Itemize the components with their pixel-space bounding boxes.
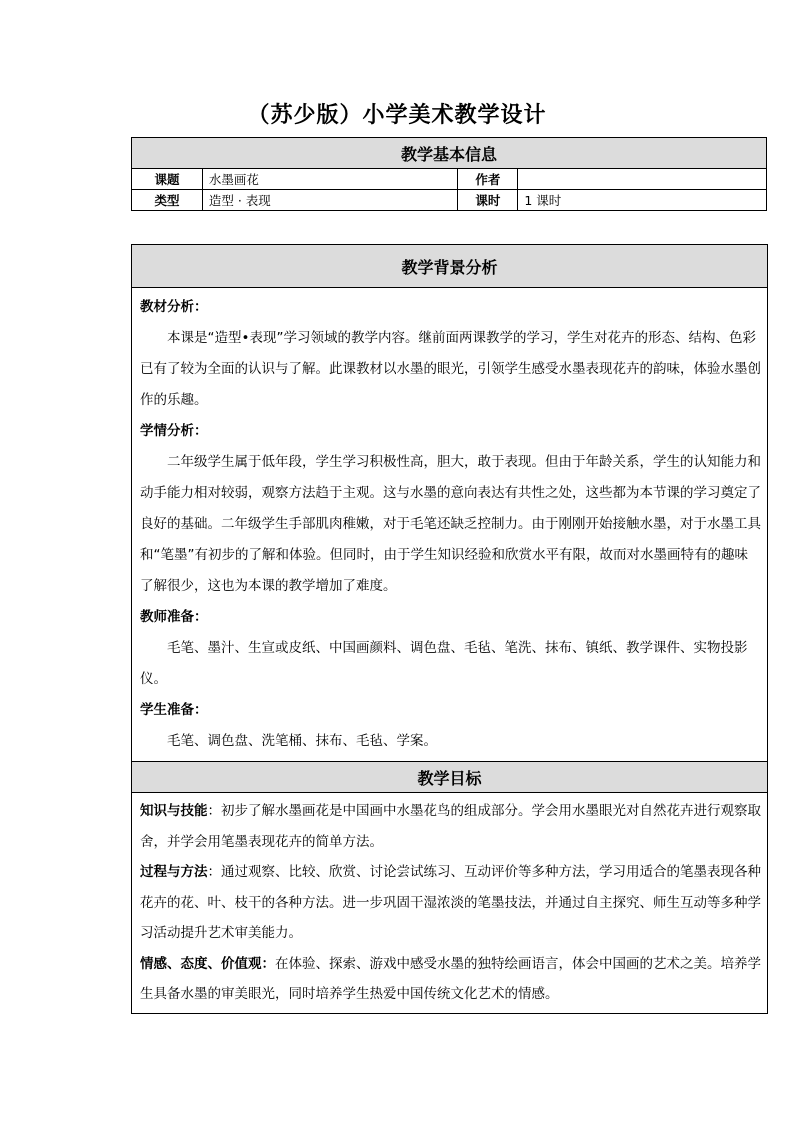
emotion-text: 在体验、探索、游戏中感受水墨的独特绘画语言，体会中国画的艺术之美。培养学生具备水墨的审美眼光，同时培养学生热爱中国传统文化艺术的情感。	[140, 955, 761, 1002]
emotion-objective	[140, 949, 763, 1010]
knowledge-label: 知识与技能	[140, 803, 208, 819]
author-value	[518, 169, 767, 190]
teaching-plan-table	[131, 244, 768, 1014]
type-value: 造型 · 表现	[202, 190, 458, 211]
author-label: 作者	[458, 169, 518, 190]
background-body	[132, 288, 768, 762]
process-text: ：通过观察、比较、欣赏、讨论尝试练习、互动评价等多种方法，学习用适合的笔墨表现各种花卉的花、叶、枝干的各种方法。进一步巩固干湿浓淡的笔墨技法，并通过自主探究、师生互动等多种学习活动提升艺术审美能力。	[140, 864, 761, 941]
student-analysis-label: 学情分析：	[140, 423, 208, 439]
student-prep-text: 毛笔、调色盘、洗笔桶、抹布、毛毡、学案。	[167, 733, 437, 749]
topic-value: 水墨画花	[202, 169, 458, 190]
student-analysis-text: 二年级学生属于低年段，学生学习积极性高，胆大，敢于表现。但由于年龄关系，学生的认知能力和动手能力相对较弱，观察方法趋于主观。这与水墨的意向表达有共性之处，这些都为本节课的学习奠定了良好的基础。二年级学生手部肌肉稚嫩，对于毛笔还缺乏控制力。由于刚刚开始接触水墨，对于水墨工具和“笔墨”有初步的了解和体验。但同时，由于学生知识经验和欣赏水平有限，故而对水墨画特有的趣味了解很少，这也为本课的教学增加了难度。	[140, 454, 761, 594]
table-row	[132, 169, 767, 190]
topic-label: 课题	[132, 169, 203, 190]
process-objective	[140, 857, 763, 949]
basic-info-header: 教学基本信息	[132, 138, 767, 169]
process-label: 过程与方法	[140, 864, 208, 880]
teacher-prep-label: 教师准备：	[140, 609, 208, 625]
type-label: 类型	[132, 190, 203, 211]
document-title: （苏少版）小学美术教学设计	[247, 103, 547, 128]
objectives-header: 教学目标	[132, 762, 768, 793]
knowledge-objective	[140, 796, 763, 857]
emotion-label: 情感、态度、价值观：	[140, 955, 275, 972]
objectives-body	[132, 793, 768, 1014]
basic-info-table	[131, 137, 767, 211]
period-value: 1 课时	[518, 190, 767, 211]
student-prep-label: 学生准备：	[140, 702, 208, 718]
material-label: 教材分析：	[140, 299, 208, 315]
material-text: 本课是“造型•表现”学习领域的教学内容。继前面两课教学的学习，学生对花卉的形态、结构、色彩已有了较为全面的认识与了解。此课教材以水墨的眼光，引领学生感受水墨表现花卉的韵味，体验水墨创作的乐趣。	[140, 330, 761, 408]
teacher-prep-text: 毛笔、墨汁、生宣或皮纸、中国画颜料、调色盘、毛毡、笔洗、抹布、镇纸、教学课件、实物投影仪。	[140, 640, 748, 687]
period-label: 课时	[458, 190, 518, 211]
knowledge-text: ：初步了解水墨画花是中国画中水墨花鸟的组成部分。学会用水墨眼光对自然花卉进行观察取舍，并学会用笔墨表现花卉的简单方法。	[140, 803, 761, 850]
table-row	[132, 190, 767, 211]
background-header: 教学背景分析	[132, 245, 768, 288]
